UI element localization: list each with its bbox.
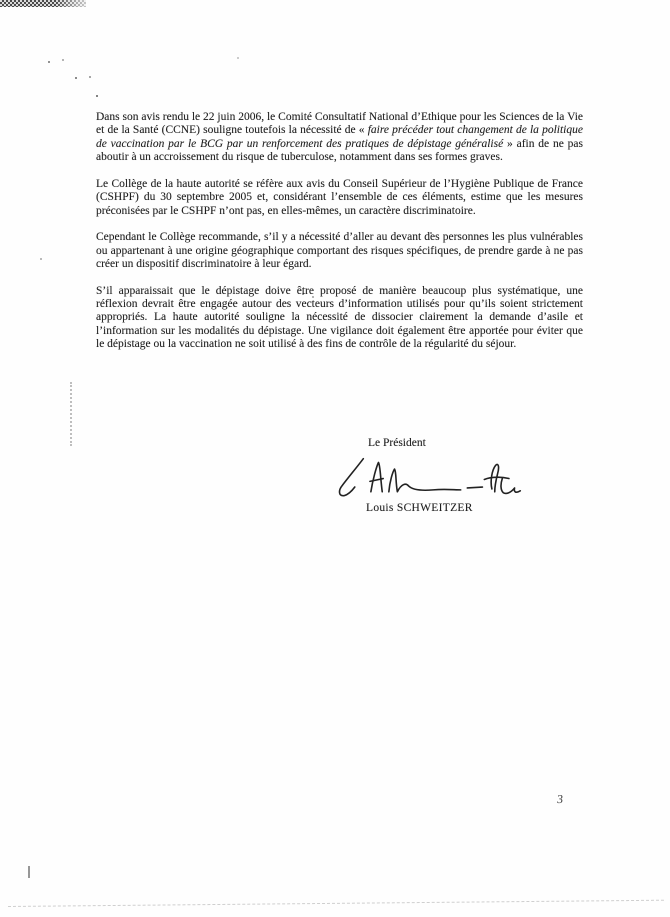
letter-body: [96, 111, 583, 365]
signer-title: Le Président: [368, 437, 426, 449]
paragraph-avis-ccne: [96, 111, 583, 165]
paragraph-recommandation: Cependant le Collège recommande, s’il y a nécessité d’aller au devant des personnes les plus vulnérables ou appartenant à une origine géographique comportant des risques spécifiques, de prendre garde à ne pas créer un dispositif discriminatoire à leur égard.: [96, 231, 583, 271]
scanner-noise-band: [0, 0, 86, 7]
page-number: 3: [556, 792, 564, 806]
paragraph-text: Dans son avis rendu le 22 juin 2006, le Comité Consultatif National d’Ethique pour les Sciences de la Vie et de la Santé (CCNE) souligne toutefois la nécessité de «: [96, 111, 583, 137]
scan-noise-dots: [0, 0, 2, 2]
paragraph-text: » afin de ne pas aboutir à un accroissement du risque de tuberculose, notamment dans ses formes graves.: [96, 137, 583, 164]
paragraph-depistage: S’il apparaissait que le dépistage doive être proposé de manière beaucoup plus systématique, une réflexion devrait être engagée autour des vecteurs d’information utilisés pour qu’ils soient strictement appropriés. La haute autorité souligne la nécessité de dissocier clairement la demande d’asile et l’information sur les modalités du dépistage. Une vigilance doit également être apportée pour éviter que le dépistage ou la vaccination ne soit utilisé à des fins de contrôle de la régularité du séjour.: [96, 284, 583, 351]
bottom-scan-artifact-line: [8, 900, 664, 907]
italic-quotation: faire précéder tout changement de la politique de vaccination par le BCG par un renforcement des pratiques de dépistage généralisé: [96, 124, 583, 150]
signature-scribble-icon: [332, 453, 527, 505]
signature-block: [330, 437, 570, 516]
paragraph-college-cshpf: Le Collège de la haute autorité se réfère aux avis du Conseil Supérieur de l’Hygiène Publique de France (CSHPF) du 30 septembre 2005 et, considérant l’ensemble de ces éléments, estime que les mesures préconisées par le CSHPF n’ont pas, en elles-mêmes, un caractère discriminatoire.: [96, 177, 583, 217]
left-margin-artifact-line: [70, 382, 72, 446]
signer-name: Louis SCHWEITZER: [366, 502, 473, 515]
left-margin-tick: [28, 866, 30, 878]
